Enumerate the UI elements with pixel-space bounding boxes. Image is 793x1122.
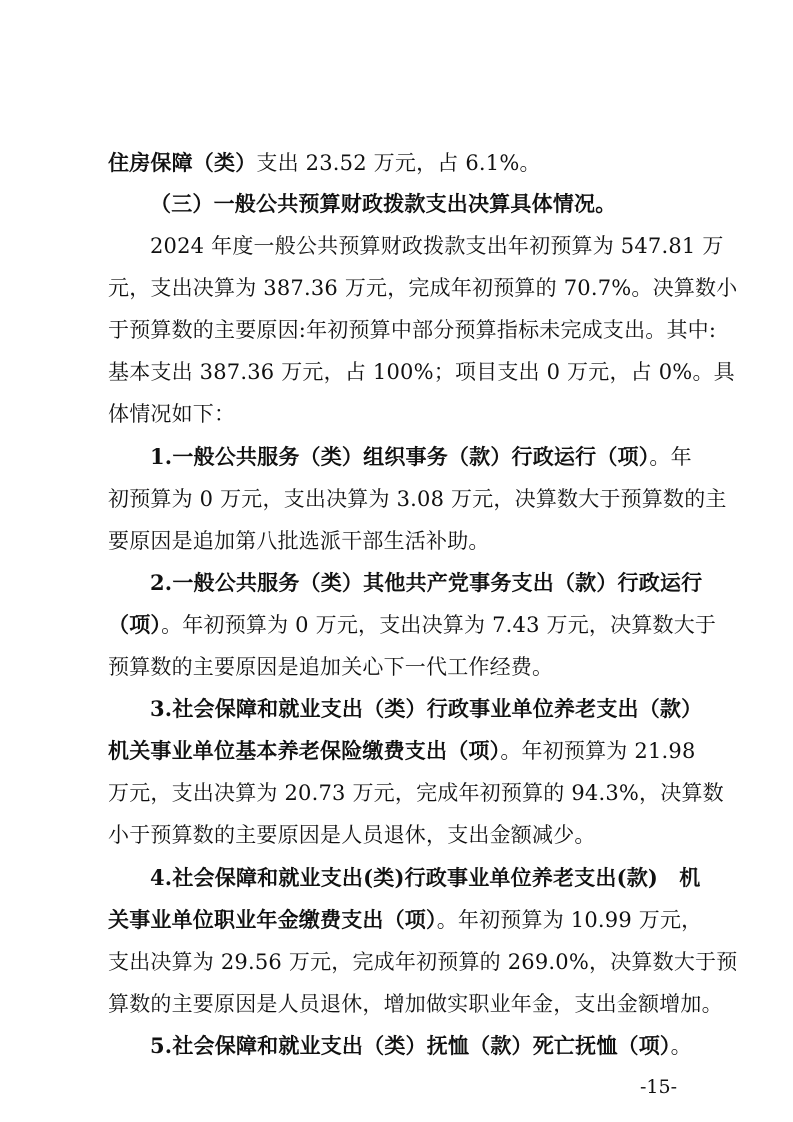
item-2-line-2 [108, 612, 717, 638]
item-5-title: 5.社会保障和就业支出（类）抚恤（款）死亡抚恤（项） [150, 1033, 671, 1058]
line-text: 。年初预算为 0 万元，支出决算为 7.43 万元，决算数大于 [161, 613, 717, 637]
item-2-line-3: 预算数的主要原因是追加关心下一代工作经费。 [108, 655, 554, 679]
item-4-line-2 [108, 907, 703, 933]
item-3-line-4: 小于预算数的主要原因是人员退休，支出金额减少。 [108, 823, 596, 847]
item-4-line-3: 支出决算为 29.56 万元，完成年初预算的 269.0%，决算数大于预 [108, 950, 738, 974]
item-4-line-4: 算数的主要原因是人员退休，增加做实职业年金，支出金额增加。 [108, 992, 723, 1016]
line-text: 。年 [649, 445, 692, 469]
paragraph-summary-line-2: 元，支出决算为 387.36 万元，完成年初预算的 70.7%。决算数小 [108, 276, 738, 300]
paragraph-summary-line-5: 体情况如下： [108, 402, 236, 426]
paragraph-summary-line-4: 基本支出 387.36 万元，占 100%；项目支出 0 万元，占 0%。具 [108, 360, 735, 384]
item-3-line-3: 万元，支出决算为 20.73 万元，完成年初预算的 94.3%，决算数 [108, 781, 724, 805]
paragraph-housing-line-1 [108, 150, 693, 176]
item-2-title: 2.一般公共服务（类）其他共产党事务支出（款）行政运行 [150, 570, 703, 595]
item-4-title-end: 关事业单位职业年金缴费支出（项） [108, 907, 437, 932]
line-text: 。年初预算为 10.99 万元， [436, 908, 703, 932]
item-3-title-end: 机关事业单位基本养老保险缴费支出（项） [108, 738, 501, 763]
item-2-title-end: （项） [108, 612, 162, 637]
item-4-title: 4.社会保障和就业支出(类)行政事业单位养老支出(款) 机 [150, 865, 701, 890]
line-text: 支出 23.52 万元，占 6.1%。 [256, 151, 541, 175]
item-5-line-1 [150, 1033, 693, 1059]
item-3-title: 3.社会保障和就业支出（类）行政事业单位养老支出（款） [150, 696, 703, 721]
paragraph-summary-line-1: 2024 年度一般公共预算财政拨款支出年初预算为 547.81 万 [150, 234, 724, 258]
page-number: -15- [640, 1076, 678, 1098]
category-label: 住房保障（类） [108, 150, 257, 175]
item-1-line-3: 要原因是追加第八批选派干部生活补助。 [108, 529, 490, 553]
section-heading: （三）一般公共预算财政拨款支出决算具体情况。 [150, 191, 617, 216]
item-1-line-2: 初预算为 0 万元，支出决算为 3.08 万元，决算数大于预算数的主 [108, 487, 727, 511]
item-3-line-2 [108, 738, 696, 764]
item-1-line-1 [150, 444, 693, 470]
line-text: 。年初预算为 21.98 [500, 739, 696, 763]
paragraph-summary-line-3: 于预算数的主要原因:年初预算中部分预算指标未完成支出。其中: [108, 318, 717, 342]
line-text: 。 [670, 1034, 692, 1058]
item-1-title: 1.一般公共服务（类）组织事务（款）行政运行（项） [150, 444, 650, 469]
